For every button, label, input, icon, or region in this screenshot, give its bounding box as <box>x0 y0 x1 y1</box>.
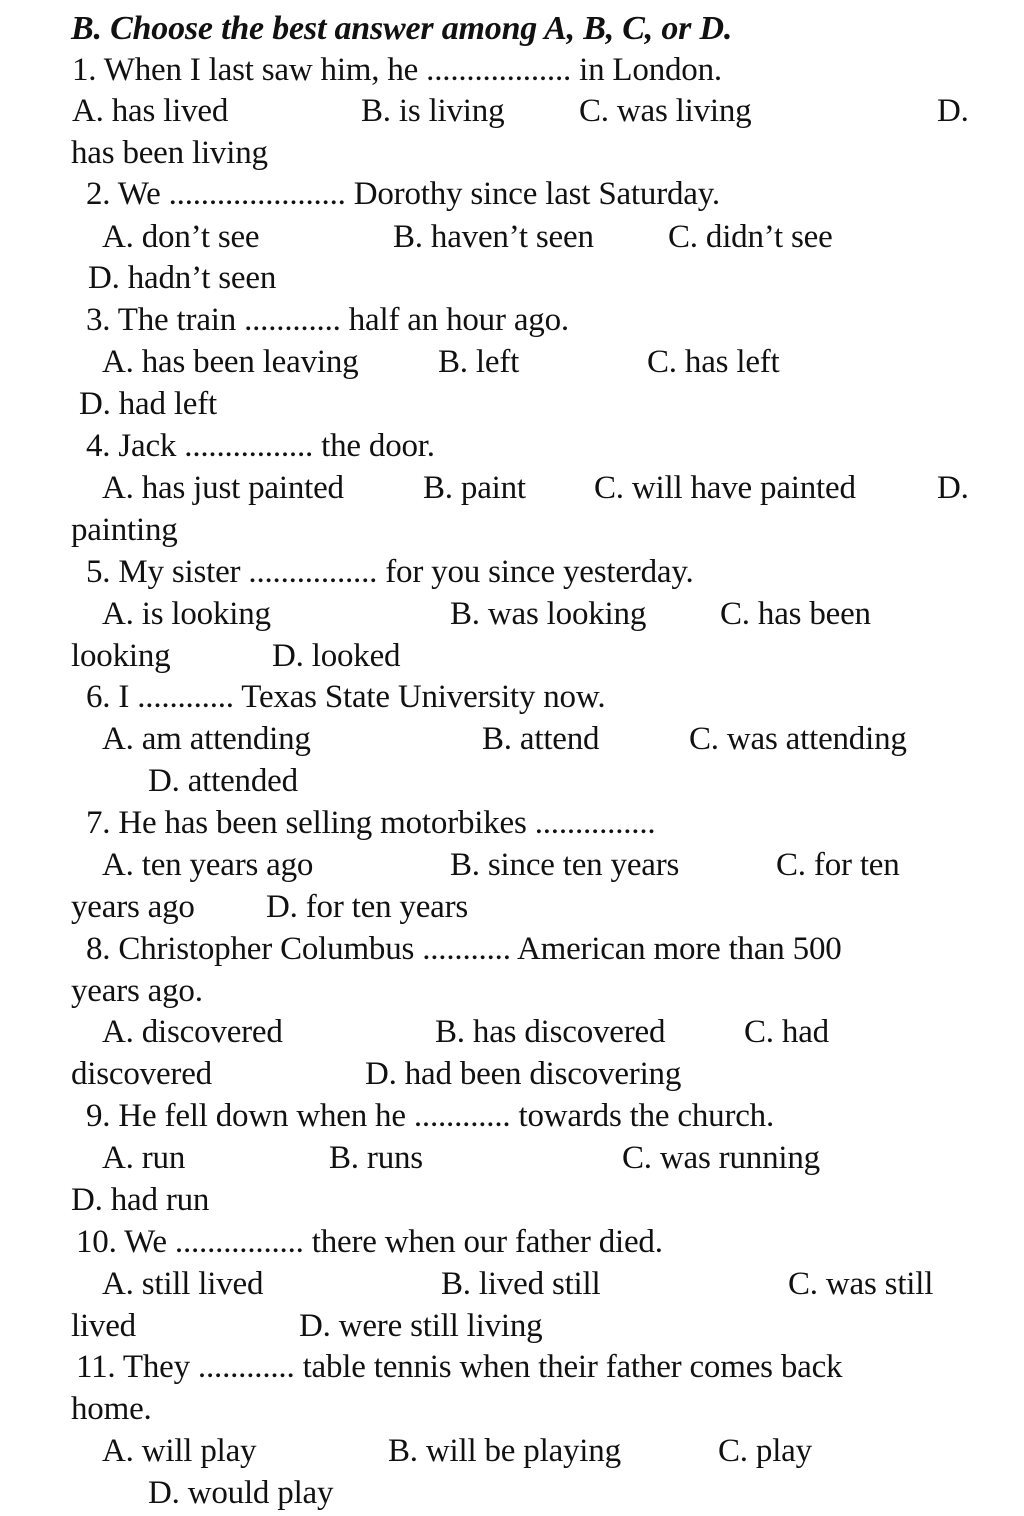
section-title: B. Choose the best answer among A, B, C, or D. <box>71 10 733 47</box>
answer-option: discovered <box>71 1056 212 1092</box>
answer-option: C. didn’t see <box>668 219 833 255</box>
answer-option: C. had <box>744 1014 829 1050</box>
answer-option: painting <box>71 512 178 548</box>
answer-option: A. run <box>102 1140 186 1176</box>
answer-option: C. play <box>718 1433 812 1469</box>
question-stem: 11. They ............ table tennis when their father comes back <box>76 1349 843 1385</box>
answer-option: B. was looking <box>450 596 647 632</box>
answer-option: C. has been <box>720 596 871 632</box>
answer-option: D. hadn’t seen <box>88 260 277 296</box>
question-stem: 4. Jack ................ the door. <box>86 428 435 464</box>
answer-option: D. looked <box>272 638 401 674</box>
answer-option: C. has left <box>647 344 780 380</box>
question-stem: 5. My sister ................ for you since yesterday. <box>86 554 694 590</box>
question-stem: 7. He has been selling motorbikes ............... <box>86 805 656 841</box>
answer-option: D. <box>937 93 969 129</box>
answer-option: D. were still living <box>299 1308 543 1344</box>
question-stem: 3. The train ............ half an hour ago. <box>86 302 569 338</box>
answer-option: A. still lived <box>102 1266 264 1302</box>
question-stem: 9. He fell down when he ............ towards the church. <box>86 1098 775 1134</box>
answer-option: B. haven’t seen <box>393 219 594 255</box>
answer-option: D. for ten years <box>266 889 469 925</box>
answer-option: D. attended <box>148 763 298 799</box>
answer-option: A. ten years ago <box>102 847 314 883</box>
answer-option: A. has lived <box>72 93 229 129</box>
question-stem-continuation: home. <box>71 1391 152 1427</box>
answer-option: D. <box>937 470 969 506</box>
answer-option: B. paint <box>423 470 526 506</box>
question-stem-continuation: years ago. <box>71 973 203 1009</box>
answer-option: A. discovered <box>102 1014 283 1050</box>
answer-option: B. lived still <box>441 1266 601 1302</box>
question-stem: 2. We ...................... Dorothy since last Saturday. <box>86 176 720 212</box>
answer-option: lived <box>71 1308 136 1344</box>
answer-option: A. will play <box>102 1433 257 1469</box>
answer-option: C. was running <box>622 1140 820 1176</box>
answer-option: B. attend <box>482 721 600 757</box>
answer-option: D. had run <box>71 1182 210 1218</box>
answer-option: C. will have painted <box>594 470 856 506</box>
answer-option: B. since ten years <box>450 847 680 883</box>
answer-option: B. left <box>438 344 520 380</box>
answer-option: A. is looking <box>102 596 271 632</box>
answer-option: D. had been discovering <box>365 1056 682 1092</box>
answer-option: B. is living <box>361 93 505 129</box>
answer-option: has been living <box>71 135 268 171</box>
answer-option: A. don’t see <box>102 219 260 255</box>
answer-option: C. was attending <box>689 721 907 757</box>
answer-option: A. has been leaving <box>102 344 359 380</box>
answer-option: C. was living <box>579 93 752 129</box>
question-stem: 6. I ............ Texas State University now. <box>86 679 606 715</box>
answer-option: B. will be playing <box>388 1433 621 1469</box>
answer-option: C. for ten <box>776 847 900 883</box>
answer-option: B. has discovered <box>435 1014 666 1050</box>
question-stem: 10. We ................ there when our father died. <box>76 1224 663 1260</box>
answer-option: A. am attending <box>102 721 311 757</box>
answer-option: D. would play <box>148 1475 334 1511</box>
answer-option: B. runs <box>329 1140 423 1176</box>
answer-option: C. was still <box>788 1266 934 1302</box>
question-stem: 8. Christopher Columbus ........... American more than 500 <box>86 931 842 967</box>
answer-option: D. had left <box>79 386 218 422</box>
question-stem: 1. When I last saw him, he .................. in London. <box>72 52 722 88</box>
answer-option: looking <box>71 638 171 674</box>
answer-option: A. has just painted <box>102 470 344 506</box>
answer-option: years ago <box>71 889 195 925</box>
